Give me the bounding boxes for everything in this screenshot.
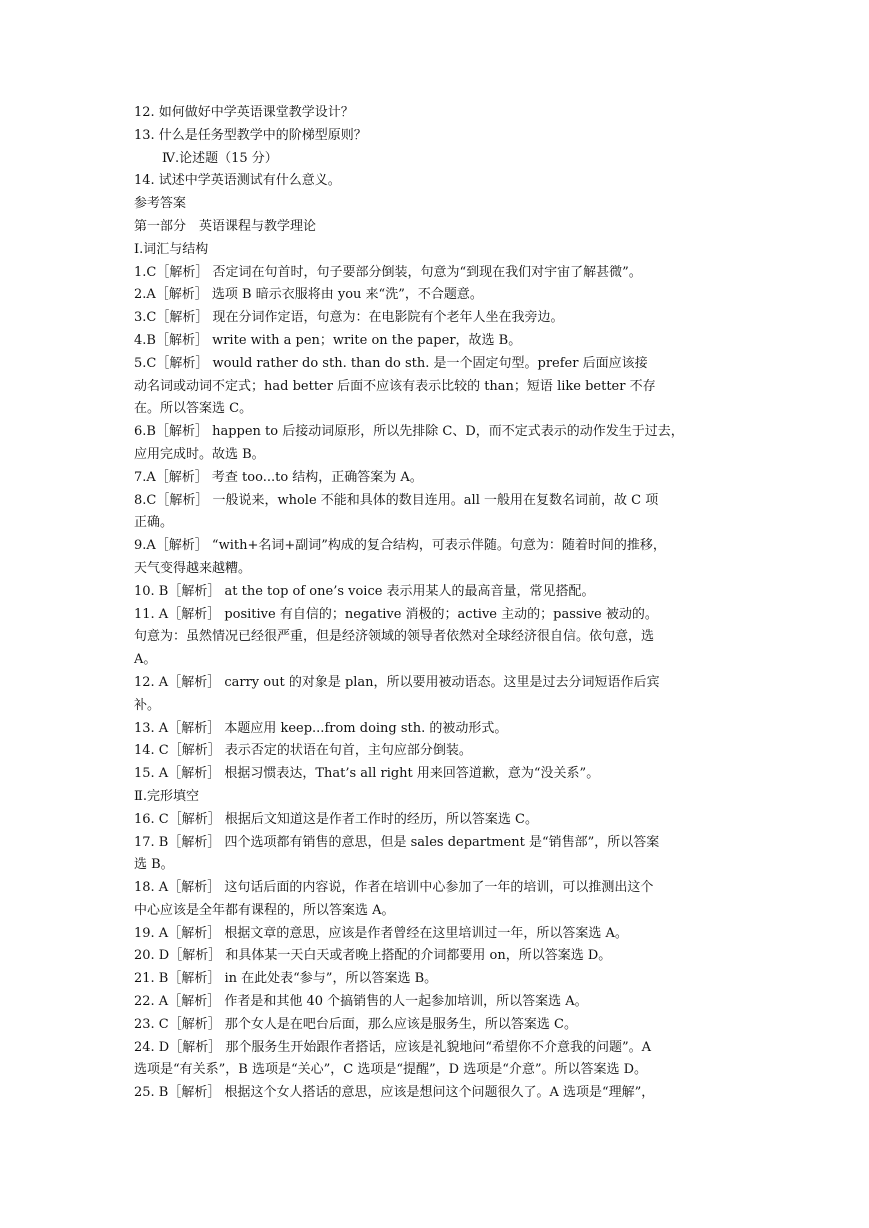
- text-line: 19. A［解析］ 根据文章的意思，应该是作者曾经在这里培训过一年，所以答案选 A。: [134, 925, 628, 941]
- text-line: A。: [134, 652, 157, 668]
- part-heading: 第一部分 英语课程与教学理论: [134, 218, 317, 234]
- section-heading: Ⅳ.论述题（15 分）: [162, 150, 278, 166]
- text-line: 应用完成时。故选 B。: [134, 446, 265, 462]
- text-line: 21. B［解析］ in 在此处表“参与”，所以答案选 B。: [134, 971, 438, 987]
- text-line: 8.C［解析］ 一般说来，whole 不能和具体的数目连用。all 一般用在复数名词前，故 C 项: [134, 492, 659, 508]
- text-line: 15. A［解析］ 根据习惯表达，That’s all right 用来回答道歉，意为“没关系”。: [134, 766, 600, 782]
- text-line: 3.C［解析］ 现在分词作定语，句意为：在电影院有个老年人坐在我旁边。: [134, 310, 564, 326]
- text-line: 18. A［解析］ 这句话后面的内容说，作者在培训中心参加了一年的培训，可以推测出这个: [134, 880, 654, 896]
- text-line: 16. C［解析］ 根据后文知道这是作者工作时的经历，所以答案选 C。: [134, 811, 538, 827]
- text-line: 补。: [134, 697, 161, 713]
- text-line: 12. A［解析］ carry out 的对象是 plan，所以要用被动语态。这里是过去分词短语作后宾: [134, 674, 660, 690]
- text-line: 10. B［解析］ at the top of one’s voice 表示用某人的最高音量，常见搭配。: [134, 583, 595, 599]
- document-page: [134, 102, 744, 1105]
- text-line: 11. A［解析］ positive 有自信的；negative 消极的；active 主动的；passive 被动的。: [134, 606, 658, 622]
- text-line: 20. D［解析］ 和具体某一天白天或者晚上搭配的介词都要用 on，所以答案选 D。: [134, 948, 612, 964]
- text-line: 13. A［解析］ 本题应用 keep...from doing sth. 的被动形式。: [134, 720, 508, 736]
- text-line: 17. B［解析］ 四个选项都有销售的意思，但是 sales department 是“销售部”，所以答案: [134, 834, 660, 850]
- text-line: 正确。: [134, 515, 174, 531]
- text-line: 14. 试述中学英语测试有什么意义。: [134, 173, 341, 189]
- section-heading: Ⅰ.词汇与结构: [134, 241, 209, 257]
- text-line: 12. 如何做好中学英语课堂教学设计？: [134, 105, 354, 120]
- text-line: 1.C［解析］ 否定词在句首时，句子要部分倒装，句意为“到现在我们对宇宙了解甚微”。: [134, 264, 642, 280]
- text-line: 13. 什么是任务型教学中的阶梯型原则？: [134, 127, 367, 143]
- text-line: 2.A［解析］ 选项 B 暗示衣服将由 you 来“洗”，不合题意。: [134, 287, 483, 303]
- section-heading: Ⅱ.完形填空: [134, 788, 199, 804]
- text-line: 25. B［解析］ 根据这个女人搭话的意思，应该是想问这个问题很久了。A 选项是“理解”，: [134, 1085, 655, 1101]
- text-line: 4.B［解析］ write with a pen；write on the paper，故选 B。: [134, 332, 522, 348]
- text-line: 中心应该是全年都有课程的，所以答案选 A。: [134, 902, 395, 918]
- text-line: 7.A［解析］ 考查 too...to 结构，正确答案为 A。: [134, 469, 423, 485]
- answers-heading: 参考答案: [134, 196, 187, 212]
- text-line: 句意为：虽然情况已经很严重，但是经济领域的领导者依然对全球经济很自信。依句意，选: [134, 629, 655, 645]
- text-line: 天气变得越来越糟。: [134, 560, 252, 576]
- text-line: 14. C［解析］ 表示否定的状语在句首，主句应部分倒装。: [134, 743, 472, 759]
- text-line: 24. D［解析］ 那个服务生开始跟作者搭话，应该是礼貌地问“希望你不介意我的问题”。A: [134, 1039, 652, 1055]
- text-line: 5.C［解析］ would rather do sth. than do sth. 是一个固定句型。prefer 后面应该接: [134, 355, 648, 371]
- text-line: 9.A［解析］ “with+名词+副词”构成的复合结构，可表示伴随。句意为：随着时间的推移，: [134, 538, 666, 554]
- text-line: 动名词或动词不定式；had better 后面不应该有表示比较的 than；短语 like better 不存: [134, 378, 656, 394]
- text-line: 23. C［解析］ 那个女人是在吧台后面，那么应该是服务生，所以答案选 C。: [134, 1016, 577, 1032]
- text-line: 6.B［解析］ happen to 后接动词原形，所以先排除 C、D，而不定式表示的动作发生于过去，: [134, 424, 684, 440]
- text-line: 选项是“有关系”，B 选项是“关心”，C 选项是“提醒”，D 选项是“介意”。所以答案选 D。: [134, 1062, 648, 1078]
- text-line: 22. A［解析］ 作者是和其他 40 个搞销售的人一起参加培训，所以答案选 A。: [134, 994, 588, 1010]
- text-line: 选 B。: [134, 857, 174, 873]
- text-line: 在。所以答案选 C。: [134, 401, 253, 417]
